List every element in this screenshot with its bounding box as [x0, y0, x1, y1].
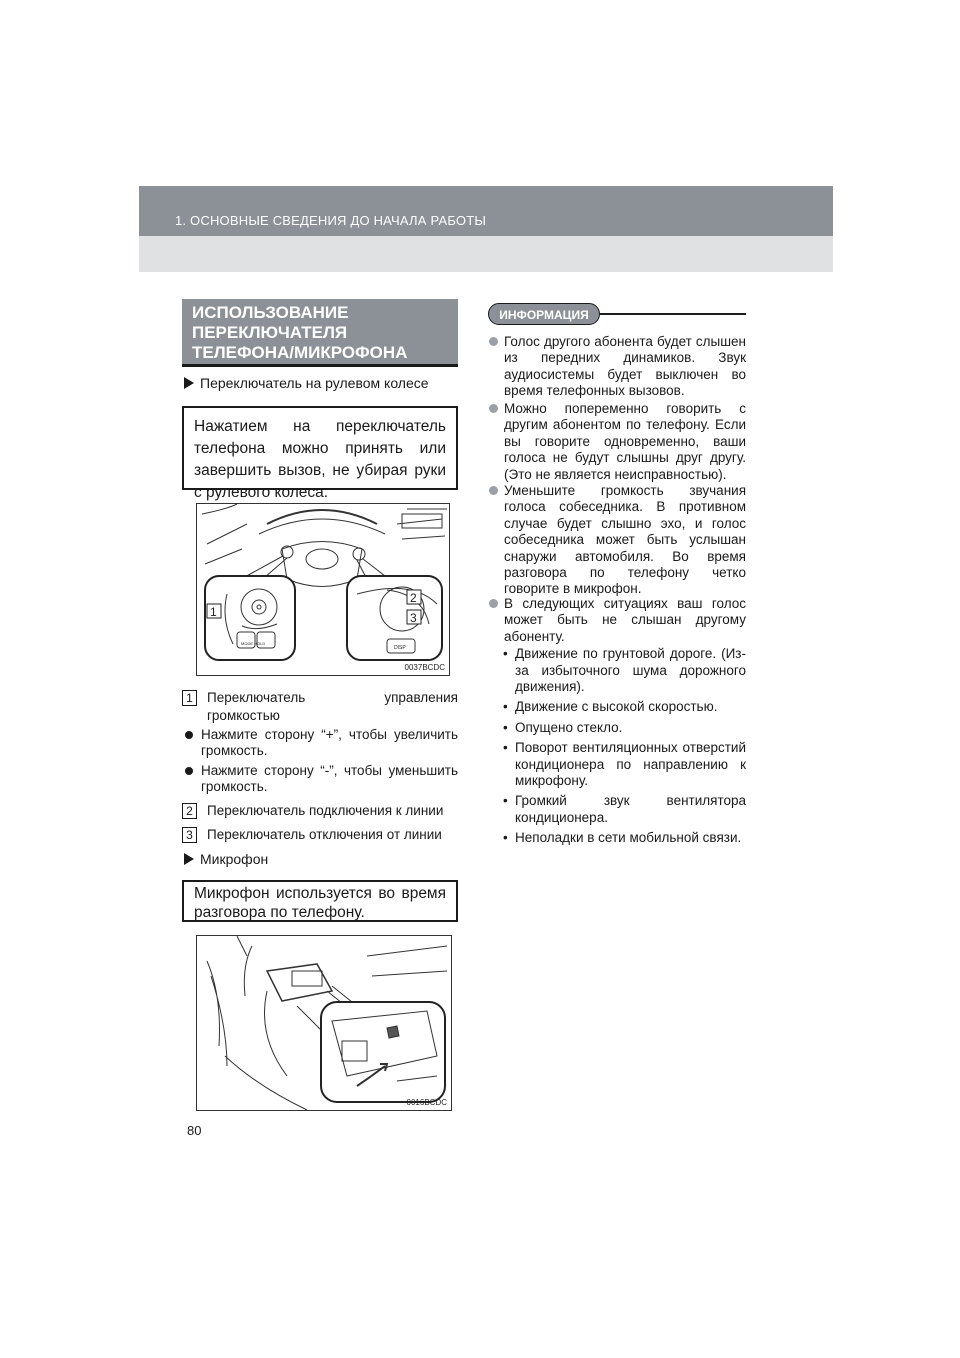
info-bullet-icon: [489, 486, 498, 495]
header-band: [139, 186, 833, 236]
microphone-illustration: [197, 936, 451, 1110]
info-item-3: [488, 483, 746, 598]
triangle-bullet-icon: [184, 853, 194, 865]
steering-wheel-illustration: [197, 504, 449, 675]
item-number-2: 2: [182, 803, 197, 819]
item-number-1: 1: [182, 690, 197, 706]
item-3: [182, 826, 458, 844]
info-bullet-icon: [489, 599, 498, 608]
item-1: [182, 689, 458, 725]
bullet-volume-up-text: Нажмите сторону “+”, чтобы увеличить громкость.: [201, 727, 458, 758]
steering-heading-text: Переключатель на рулевом колесе: [200, 375, 429, 391]
sub-item-6: • Неполадки в сети мобильной связи.: [503, 830, 742, 846]
item-2: [182, 802, 458, 820]
bullet-volume-down: [182, 763, 458, 795]
steering-description-text: Нажатием на переключатель телефона можно принять или завершить вызов, не убирая руки с рулевого колеса.: [194, 418, 446, 501]
mic-description-text: Микрофон используется во время разговора по телефону.: [194, 885, 446, 921]
bullet-dot-icon: [185, 767, 193, 775]
info-bullet-icon: [489, 404, 498, 413]
sub-item-4: • Поворот вентиляционных отверстий кондиционера по направлению к микрофону.: [503, 740, 746, 789]
info-item-2: [488, 401, 746, 483]
triangle-bullet-icon: [184, 377, 194, 389]
info-item-3-text: Уменьшите громкость звучания голоса собеседника. В противном случае будет слышно эхо, и голос собеседника может быть услышан снаружи автомобиля. Во время разговора по телефону четко говорите в микрофон.: [504, 483, 746, 597]
steering-heading: [182, 375, 458, 391]
page-number: 80: [187, 1123, 202, 1138]
mic-heading-text: Микрофон: [200, 851, 269, 867]
sub-item-1: • Движение по грунтовой дороге. (Из-за избыточного шума дорожного движения).: [503, 646, 746, 695]
figure-label-2: 2: [410, 591, 417, 605]
section-title-line-1: ИСПОЛЬЗОВАНИЕ: [192, 303, 349, 322]
sub-item-5: • Громкий звук вентилятора кондиционера.: [503, 793, 746, 825]
info-item-2-text: Можно попеременно говорить с другим абонентом по телефону. Если вы говорите одновременно, ваши голоса не будут слышны друг другу. (Это не является неисправностью).: [504, 401, 746, 482]
info-item-4: [488, 596, 746, 847]
bullet-dot-icon: [185, 731, 193, 739]
info-rule: [600, 313, 746, 315]
item-1-text: Переключатель управления громкостью: [207, 690, 458, 723]
steering-description-box: [182, 406, 458, 501]
item-number-3: 3: [182, 827, 197, 843]
microphone-figure: [196, 935, 452, 1111]
info-item-1-text: Голос другого абонента будет слышен из передних динамиков. Звук аудиосистемы будет выключен во время телефонных вызовов.: [504, 334, 746, 399]
mic-description-box: [182, 880, 458, 922]
section-title-line-3: ТЕЛЕФОНА/МИКРОФОНА: [192, 343, 408, 362]
section-title-line-2: ПЕРЕКЛЮЧАТЕЛЯ: [192, 323, 348, 342]
bullet-volume-down-text: Нажмите сторону “-”, чтобы уменьшить громкость.: [201, 763, 458, 794]
header-title: 1. ОСНОВНЫЕ СВЕДЕНИЯ ДО НАЧАЛА РАБОТЫ: [175, 213, 487, 228]
figure-code: 0037BCDC: [404, 663, 445, 672]
header-subband: [139, 236, 833, 272]
bullet-volume-up: [182, 727, 458, 759]
mic-heading: [182, 851, 458, 867]
figure-label-1: 1: [210, 605, 217, 619]
steering-wheel-figure: [196, 503, 450, 676]
figure-label-3: 3: [410, 611, 417, 625]
figure-code: 0016BCDC: [406, 1098, 447, 1107]
info-item-1: [488, 334, 746, 400]
sub-item-3: • Опущено стекло.: [503, 719, 623, 735]
info-bullet-icon: [489, 337, 498, 346]
section-title: [182, 299, 458, 367]
item-3-text: Переключатель отключения от линии: [207, 827, 442, 842]
info-item-4-text: В следующих ситуациях ваш голос может быть не слышан другому абоненту.: [504, 596, 746, 644]
disp-button-label: DISP: [394, 645, 406, 651]
info-tag: ИНФОРМАЦИЯ: [488, 303, 600, 325]
item-2-text: Переключатель подключения к линии: [207, 803, 444, 818]
mode-hold-button-label: MODE HOLD: [241, 641, 266, 646]
sub-item-2: • Движение с высокой скоростью.: [503, 699, 718, 715]
